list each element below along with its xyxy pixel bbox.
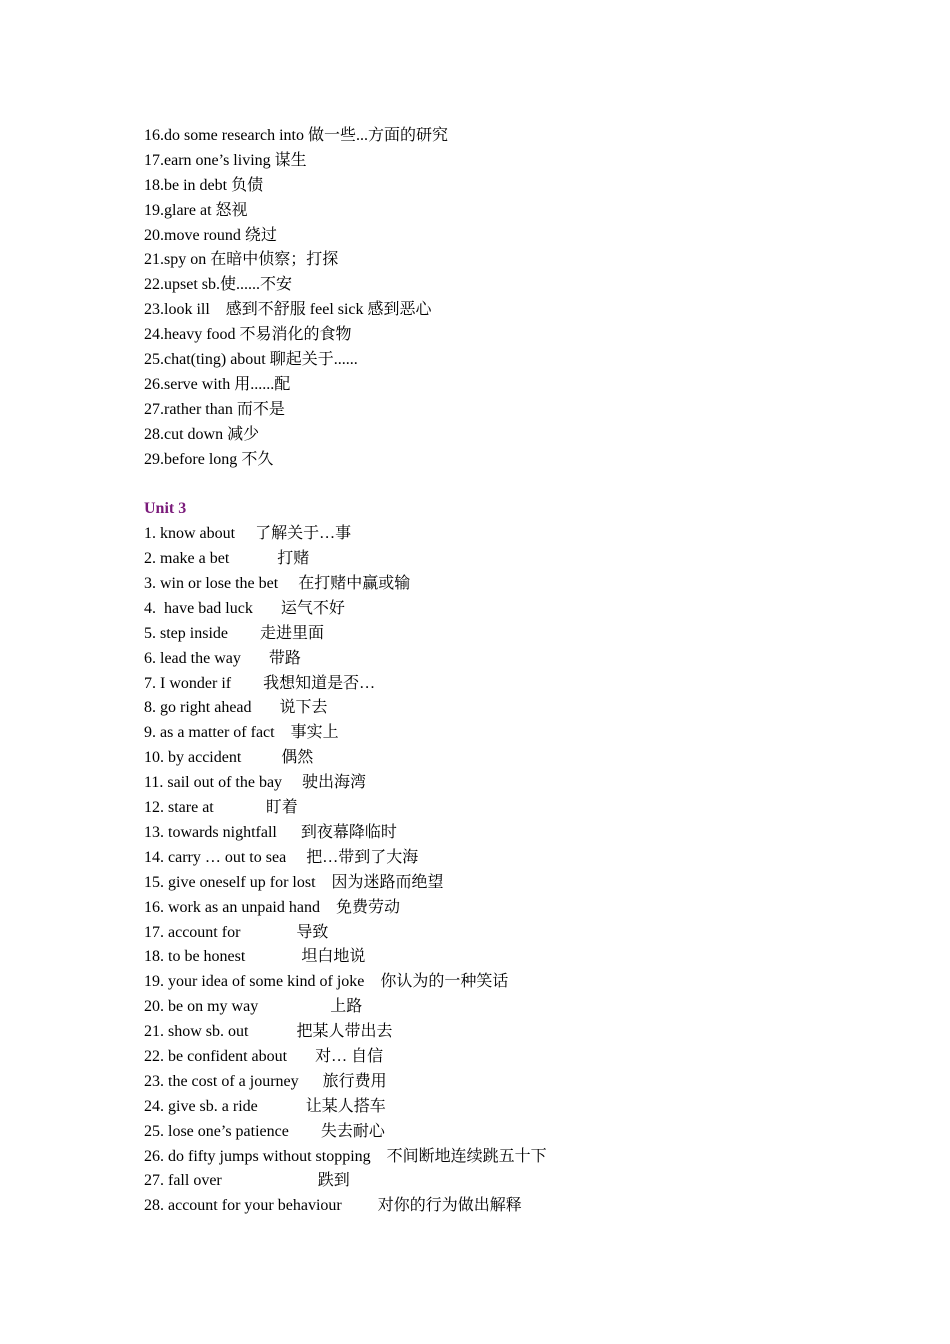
phrase-cn: 免费劳动 [335, 898, 400, 916]
phrase-cn: 导致 [296, 923, 329, 941]
phrase-cn: 运气不好 [280, 599, 345, 617]
phrase-cn: 而不是 [236, 400, 285, 418]
phrase-cn: 怒视 [215, 201, 248, 219]
phrase-cn: 不久 [241, 450, 274, 468]
list-item [144, 945, 844, 970]
phrase-en: 19. your idea of some kind of joke [144, 973, 381, 991]
phrase-cn: 用......配 [234, 375, 291, 393]
list-item [144, 1194, 844, 1219]
phrase-cn: 了解关于…事 [255, 525, 352, 543]
phrase-cn: 偶然 [281, 749, 314, 767]
phrase-cn: 负债 [231, 176, 264, 194]
phrase-cn: 上路 [330, 998, 363, 1016]
phrase-en: 2. make a bet [144, 550, 278, 568]
phrase-cn: 使......不安 [220, 276, 293, 294]
phrase-cn: 驶出海湾 [302, 774, 367, 792]
phrase-en: 25. lose one’s patience [144, 1122, 321, 1140]
list-item [144, 124, 844, 149]
phrase-cn: 对你的行为做出解释 [377, 1197, 522, 1215]
phrase-en: 24. give sb. a ride [144, 1097, 306, 1115]
phrase-en: 27.rather than [144, 400, 237, 418]
list-item [144, 896, 844, 921]
list-item [144, 622, 844, 647]
list-item [144, 398, 844, 423]
phrase-list-continued [144, 124, 844, 472]
list-item [144, 846, 844, 871]
phrase-cn: 失去耐心 [320, 1122, 385, 1140]
phrase-cn: 不易消化的食物 [239, 326, 352, 344]
phrase-en: 25.chat(ting) about [144, 351, 270, 369]
phrase-cn: 旅行费用 [322, 1072, 387, 1090]
phrase-en: 14. carry … out to sea [144, 848, 307, 866]
phrase-cn: 因为迷路而绝望 [331, 873, 444, 891]
phrase-cn: 把某人带出去 [296, 1023, 393, 1041]
list-item [144, 522, 844, 547]
phrase-cn: 谋生 [274, 151, 307, 169]
list-item [144, 696, 844, 721]
list-item [144, 1020, 844, 1045]
phrase-en: 12. stare at [144, 799, 266, 817]
list-item [144, 871, 844, 896]
list-item [144, 672, 844, 697]
phrase-cn: 我想知道是否… [263, 674, 376, 692]
phrase-en: 4. have bad luck [144, 599, 281, 617]
phrase-cn: 打赌 [277, 550, 310, 568]
phrase-en: 23.look ill [144, 301, 226, 319]
phrase-en: 15. give oneself up for lost [144, 873, 332, 891]
list-item [144, 721, 844, 746]
phrase-cn: 让某人搭车 [305, 1097, 386, 1115]
phrase-en: 21. show sb. out [144, 1023, 297, 1041]
phrase-cn: 不间断地连续跳五十下 [386, 1147, 547, 1165]
list-item [144, 1120, 844, 1145]
list-item [144, 248, 844, 273]
phrase-en: 20.move round [144, 226, 245, 244]
list-item [144, 149, 844, 174]
phrase-en: 7. I wonder if [144, 674, 264, 692]
phrase-cn: 走进里面 [260, 624, 325, 642]
phrase-en: 26. do fifty jumps without stopping [144, 1147, 387, 1165]
list-item [144, 597, 844, 622]
phrase-en: 29.before long [144, 450, 242, 468]
phrase-cn: 在打赌中赢或输 [298, 575, 411, 593]
phrase-en: 24.heavy food [144, 326, 240, 344]
list-item [144, 647, 844, 672]
list-item [144, 298, 844, 323]
list-item [144, 572, 844, 597]
list-item [144, 970, 844, 995]
list-item [144, 174, 844, 199]
list-item [144, 199, 844, 224]
phrase-cn: 在暗中侦察；打探 [210, 251, 339, 269]
phrase-en: 8. go right ahead [144, 699, 280, 717]
phrase-cn: 盯着 [265, 799, 298, 817]
unit-heading: Unit 3 [144, 500, 187, 518]
document-page [144, 124, 844, 1219]
phrase-en: 13. towards nightfall [144, 823, 301, 841]
list-item [144, 323, 844, 348]
phrase-cn: 事实上 [290, 724, 339, 742]
list-item [144, 1095, 844, 1120]
phrase-en: 18. to be honest [144, 948, 302, 966]
phrase-en: 18.be in debt [144, 176, 232, 194]
phrase-cn: 做一些...方面的研究 [307, 127, 448, 144]
phrase-en: 28.cut down [144, 425, 228, 443]
phrase-en: 28. account for your behaviour [144, 1197, 378, 1215]
unit3-phrase-list [144, 522, 844, 1219]
phrase-en: 27. fall over [144, 1172, 318, 1190]
phrase-en: 9. as a matter of fact [144, 724, 291, 742]
phrase-en: 11. sail out of the bay [144, 774, 303, 792]
phrase-en: 21.spy on [144, 251, 211, 269]
phrase-cn: 感到不舒服 feel sick 感到恶心 [225, 301, 432, 319]
phrase-cn: 带路 [268, 649, 301, 667]
phrase-en: 10. by accident [144, 749, 282, 767]
phrase-cn: 到夜幕降临时 [300, 823, 397, 841]
phrase-en: 19.glare at [144, 201, 216, 219]
phrase-en: 16.do some research into [144, 127, 308, 144]
list-item [144, 1070, 844, 1095]
phrase-en: 22. be confident about [144, 1047, 316, 1065]
phrase-en: 23. the cost of a journey [144, 1072, 323, 1090]
list-item [144, 547, 844, 572]
phrase-cn: 说下去 [279, 699, 328, 717]
list-item [144, 796, 844, 821]
list-item [144, 1145, 844, 1170]
list-item [144, 423, 844, 448]
list-item [144, 373, 844, 398]
list-item [144, 921, 844, 946]
phrase-en: 17.earn one’s living [144, 151, 275, 169]
list-item [144, 273, 844, 298]
list-item [144, 995, 844, 1020]
list-item [144, 1169, 844, 1194]
list-item [144, 771, 844, 796]
phrase-en: 5. step inside [144, 624, 260, 642]
phrase-en: 22.upset sb. [144, 276, 220, 294]
phrase-cn: 聊起关于...... [269, 351, 358, 369]
list-item [144, 348, 844, 373]
phrase-en: 17. account for [144, 923, 297, 941]
section-spacer [144, 472, 844, 497]
list-item [144, 1045, 844, 1070]
phrase-cn: 减少 [227, 425, 260, 443]
phrase-en: 20. be on my way [144, 998, 331, 1016]
phrase-en: 6. lead the way [144, 649, 269, 667]
phrase-cn: 把…带到了大海 [306, 848, 419, 866]
list-item [144, 448, 844, 473]
list-item [144, 821, 844, 846]
phrase-en: 3. win or lose the bet [144, 575, 299, 593]
phrase-en: 1. know about [144, 525, 256, 543]
list-item [144, 746, 844, 771]
phrase-cn: 你认为的一种笑话 [380, 973, 509, 991]
list-item [144, 224, 844, 249]
phrase-cn: 对… 自信 [315, 1047, 384, 1065]
phrase-cn: 绕过 [244, 226, 277, 244]
phrase-en: 26.serve with [144, 375, 235, 393]
phrase-cn: 坦白地说 [301, 948, 366, 966]
phrase-cn: 跌到 [317, 1172, 350, 1190]
phrase-en: 16. work as an unpaid hand [144, 898, 336, 916]
